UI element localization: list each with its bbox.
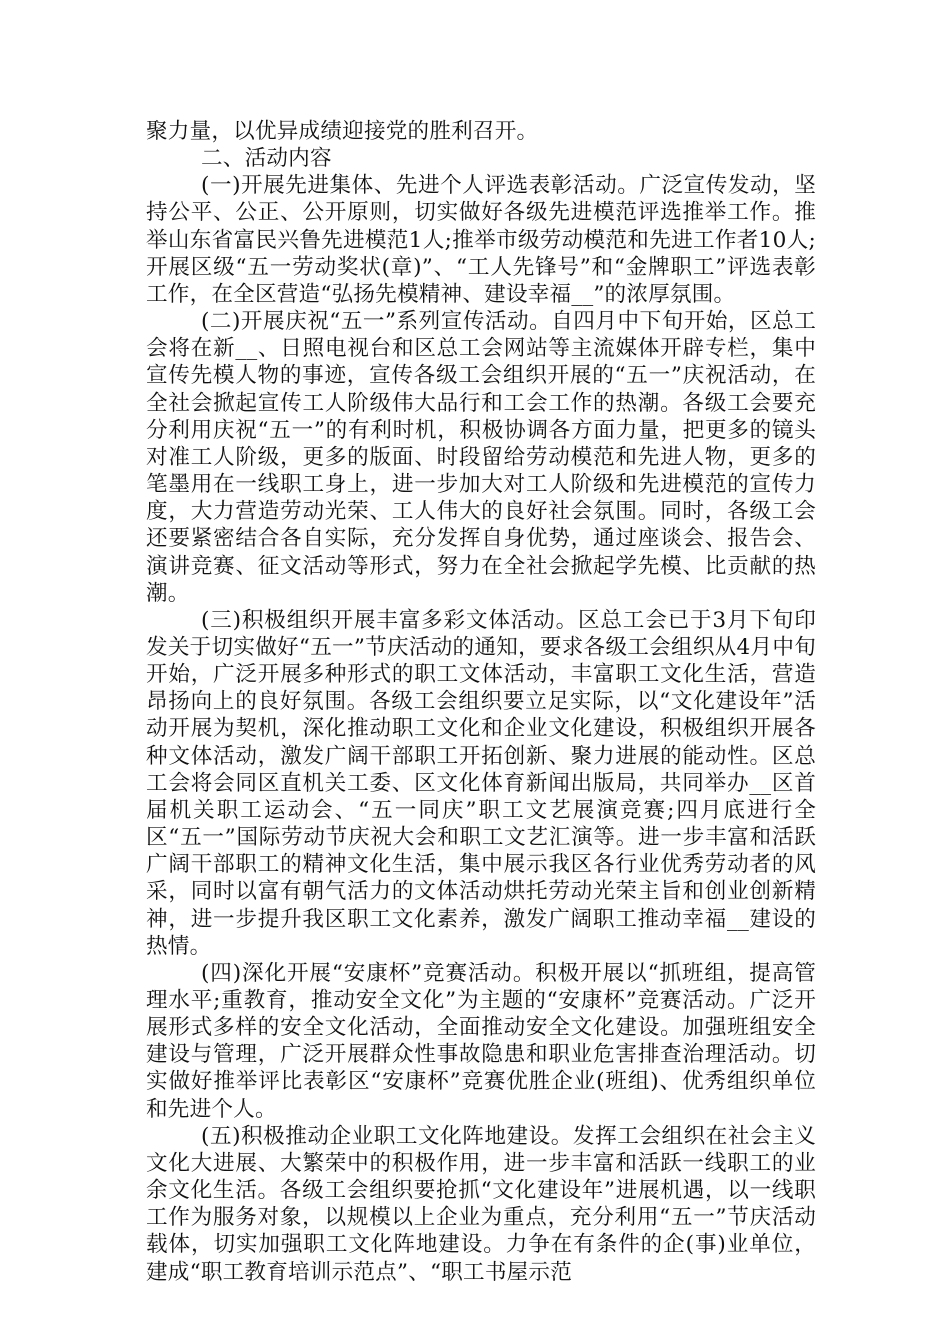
- paragraph-item-5: (五)积极推动企业职工文化阵地建设。发挥工会组织在社会主义文化大进展、大繁荣中的积极作用，进一步丰富和活跃一线职工的业余文化生活。各级工会组织要抢抓“文化建设年”进展机遇，以一线职工作为服务对象，以规模以上企业为重点，充分利用“五一”节庆活动载体，切实加强职工文化阵地建设。力争在有条件的企(事)业单位，建成“职工教育培训示范点”、“职工书屋示范: [146, 1123, 816, 1285]
- document-page: [146, 118, 816, 1286]
- paragraph-continuation: 聚力量，以优异成绩迎接党的胜利召开。: [146, 119, 539, 144]
- paragraph-item-4: (四)深化开展“安康杯”竞赛活动。积极开展以“抓班组，提高管理水平;重教育，推动安全文化”为主题的“安康杯”竞赛活动。广泛开展形式多样的安全文化活动，全面推动安全文化建设。加强班组安全建设与管理，广泛开展群众性事故隐患和职业危害排查治理活动。切实做好推举评比表彰区“安康杯”竞赛优胜企业(班组)、优秀组织单位和先进个人。: [146, 960, 816, 1122]
- paragraph-item-3: (三)积极组织开展丰富多彩文体活动。区总工会已于3月下旬印发关于切实做好“五一”节庆活动的通知，要求各级工会组织从4月中旬开始，广泛开展多种形式的职工文体活动，丰富职工文化生活，营造昂扬向上的良好氛围。各级工会组织要立足实际，以“文化建设年”活动开展为契机，深化推动职工文化和企业文化建设，积极组织开展各种文体活动，激发广阔干部职工开拓创新、聚力进展的能动性。区总工会将会同区直机关工委、区文化体育新闻出版局，共同举办__区首届机关职工运动会、“五一同庆”职工文艺展演竞赛;四月底进行全区“五一”国际劳动节庆祝大会和职工文艺汇演等。进一步丰富和活跃广阔干部职工的精神文化生活，集中展示我区各行业优秀劳动者的风采，同时以富有朝气活力的文体活动烘托劳动光荣主旨和创业创新精神，进一步提升我区职工文化素养，激发广阔职工推动幸福__建设的热情。: [146, 607, 816, 959]
- paragraph-item-2: (二)开展庆祝“五一”系列宣传活动。自四月中下旬开始，区总工会将在新__、日照电视台和区总工会网站等主流媒体开辟专栏，集中宣传先模人物的事迹，宣传各级工会组织开展的“五一”庆祝活动，在全社会掀起宣传工人阶级伟大品行和工会工作的热潮。各级工会要充分利用庆祝“五一”的有利时机，积极协调各方面力量，把更多的镜头对准工人阶级，更多的版面、时段留给劳动模范和先进人物，更多的笔墨用在一线职工身上，进一步加大对工人阶级和先进模范的宣传力度，大力营造劳动光荣、工人伟大的良好社会氛围。同时，各级工会还要紧密结合各自实际，充分发挥自身优势，通过座谈会、报告会、演讲竞赛、征文活动等形式，努力在全社会掀起学先模、比贡献的热潮。: [146, 309, 816, 606]
- paragraph-item-1: (一)开展先进集体、先进个人评选表彰活动。广泛宣传发动，坚持公平、公正、公开原则，切实做好各级先进模范评选推举工作。推举山东省富民兴鲁先进模范1人;推举市级劳动模范和先进工作者10人;开展区级“五一劳动奖状(章)”、“工人先锋号”和“金牌职工”评选表彰工作，在全区营造“弘扬先模精神、建设幸福__”的浓厚氛围。: [146, 173, 816, 307]
- section-heading-activity-content: 二、活动内容: [201, 146, 332, 172]
